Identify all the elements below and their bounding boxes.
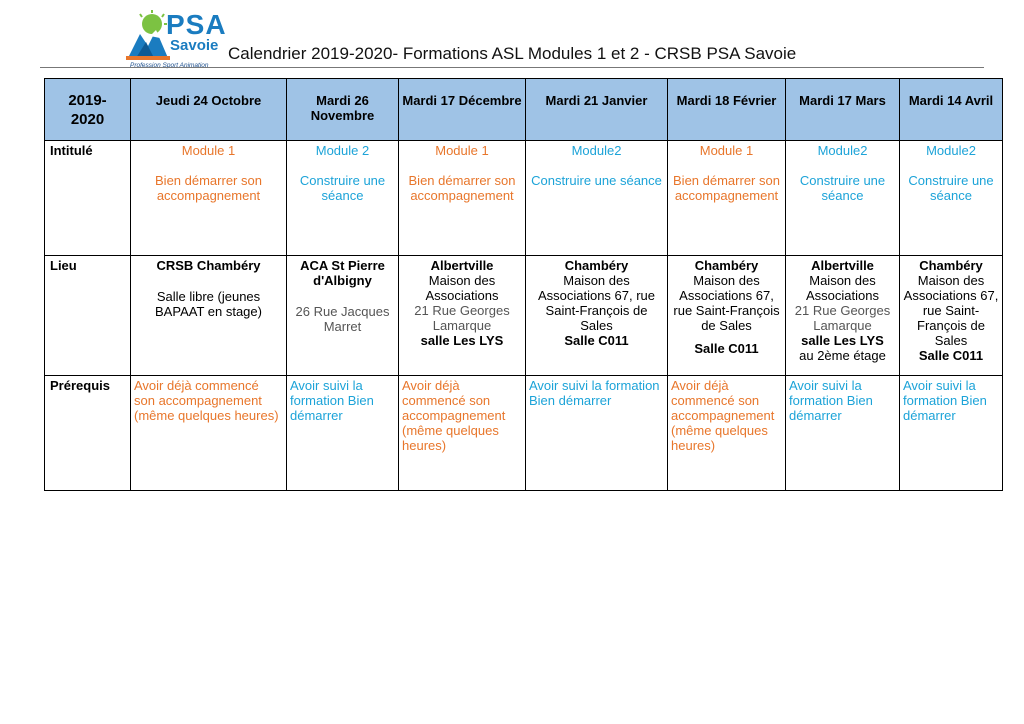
intitule-cell bbox=[131, 141, 287, 256]
venue-room: salle Les LYS bbox=[420, 333, 504, 348]
document-title: Calendrier 2019-2020- Formations ASL Modules 1 et 2 - CRSB PSA Savoie bbox=[228, 44, 797, 63]
module-title: Construire une séance bbox=[531, 173, 662, 188]
module-label: Module 1 bbox=[435, 143, 489, 158]
date-header: Mardi 18 Février bbox=[668, 79, 786, 141]
header-row bbox=[45, 79, 1003, 141]
module-label: Module2 bbox=[571, 143, 622, 158]
row-label-intitule: Intitulé bbox=[45, 141, 131, 256]
logo-tagline: Profession Sport Animation bbox=[130, 62, 209, 69]
module-label: Module 1 bbox=[181, 143, 236, 158]
venue-city: Chambéry bbox=[564, 258, 629, 273]
module-title: Bien démarrer son accompagnement bbox=[673, 173, 780, 203]
venue-city: Albertville bbox=[430, 258, 494, 273]
lieu-cell bbox=[399, 256, 526, 376]
intitule-cell bbox=[786, 141, 900, 256]
venue-room: Salle C011 bbox=[918, 348, 984, 363]
venue-city: Chambéry bbox=[919, 258, 983, 273]
prerequis-cell: Avoir suivi la formation Bien démarrer bbox=[900, 376, 1003, 491]
venue-floor: au 2ème étage bbox=[799, 348, 886, 363]
module-title: Construire une séance bbox=[799, 173, 886, 203]
lieu-cell bbox=[131, 256, 287, 376]
row-label-lieu: Lieu bbox=[45, 256, 131, 376]
prerequis-cell: Avoir suivi la formation Bien démarrer bbox=[526, 376, 668, 491]
venue-city: Albertville bbox=[811, 258, 874, 273]
lieu-cell bbox=[786, 256, 900, 376]
row-intitule bbox=[45, 141, 1003, 256]
venue-room: salle Les LYS bbox=[801, 333, 884, 348]
venue-room: Salle C011 bbox=[564, 333, 629, 348]
date-header: Mardi 14 Avril bbox=[900, 79, 1003, 141]
venue-address: 26 Rue Jacques Marret bbox=[295, 304, 390, 334]
prerequis-cell: Avoir suivi la formation Bien démarrer bbox=[287, 376, 399, 491]
row-prerequis bbox=[45, 376, 1003, 491]
logo-subtext: Savoie bbox=[170, 37, 219, 54]
date-header: Mardi 17 Mars bbox=[786, 79, 900, 141]
venue-city: Chambéry bbox=[694, 258, 759, 273]
calendar-table bbox=[44, 78, 1003, 491]
venue-address: 21 Rue Georges Lamarque bbox=[414, 303, 510, 333]
venue-address: 21 Rue Georges Lamarque bbox=[794, 303, 891, 333]
prerequis-cell: Avoir déjà commencé son accompagnement (même quelques heures) bbox=[399, 376, 526, 491]
lieu-cell bbox=[526, 256, 668, 376]
venue-name: Maison des Associations 67, rue Saint-François de Sales bbox=[673, 273, 780, 333]
venue-name: Maison des Associations bbox=[425, 273, 499, 303]
lieu-cell bbox=[287, 256, 399, 376]
module-title: Construire une séance bbox=[299, 173, 386, 203]
year-cell bbox=[45, 79, 131, 141]
lieu-cell bbox=[668, 256, 786, 376]
year-line-1: 2019- bbox=[68, 92, 107, 109]
intitule-cell bbox=[900, 141, 1003, 256]
module-title: Bien démarrer son accompagnement bbox=[408, 173, 516, 203]
date-header: Mardi 17 Décembre bbox=[399, 79, 526, 141]
year-line-2: 2020 bbox=[70, 111, 105, 128]
prerequis-cell: Avoir déjà commencé son accompagnement (même quelques heures) bbox=[131, 376, 287, 491]
module-title: Construire une séance bbox=[908, 173, 994, 203]
intitule-cell bbox=[668, 141, 786, 256]
lieu-cell bbox=[900, 256, 1003, 376]
prerequis-cell: Avoir déjà commencé son accompagnement (même quelques heures) bbox=[668, 376, 786, 491]
intitule-cell bbox=[399, 141, 526, 256]
venue-name: CRSB Chambéry bbox=[156, 258, 261, 273]
module-label: Module 2 bbox=[315, 143, 370, 158]
prerequis-cell: Avoir suivi la formation Bien démarrer bbox=[786, 376, 900, 491]
intitule-cell bbox=[287, 141, 399, 256]
module-label: Module2 bbox=[817, 143, 868, 158]
date-header: Jeudi 24 Octobre bbox=[131, 79, 287, 141]
row-lieu bbox=[45, 256, 1003, 376]
intitule-cell bbox=[526, 141, 668, 256]
date-header: Mardi 26 Novembre bbox=[287, 79, 399, 141]
venue-name: Maison des Associations 67, rue Saint-François de Sales bbox=[903, 273, 999, 348]
venue-name: Maison des Associations 67, rue Saint-François de Sales bbox=[537, 273, 656, 333]
module-label: Module2 bbox=[926, 143, 976, 158]
logo-text: PSA bbox=[166, 9, 227, 40]
venue-name: Maison des Associations bbox=[806, 273, 879, 303]
psa-savoie-logo bbox=[126, 10, 234, 68]
venue-name: ACA St Pierre d'Albigny bbox=[300, 258, 385, 288]
date-header: Mardi 21 Janvier bbox=[526, 79, 668, 141]
module-label: Module 1 bbox=[699, 143, 754, 158]
title-divider bbox=[40, 67, 984, 68]
venue-room: Salle libre (jeunes BAPAAT en stage) bbox=[155, 289, 262, 319]
module-title: Bien démarrer son accompagnement bbox=[155, 173, 262, 203]
venue-room: Salle C011 bbox=[694, 341, 759, 356]
row-label-prerequis: Prérequis bbox=[45, 376, 131, 491]
mountain-sun-icon bbox=[126, 10, 170, 64]
